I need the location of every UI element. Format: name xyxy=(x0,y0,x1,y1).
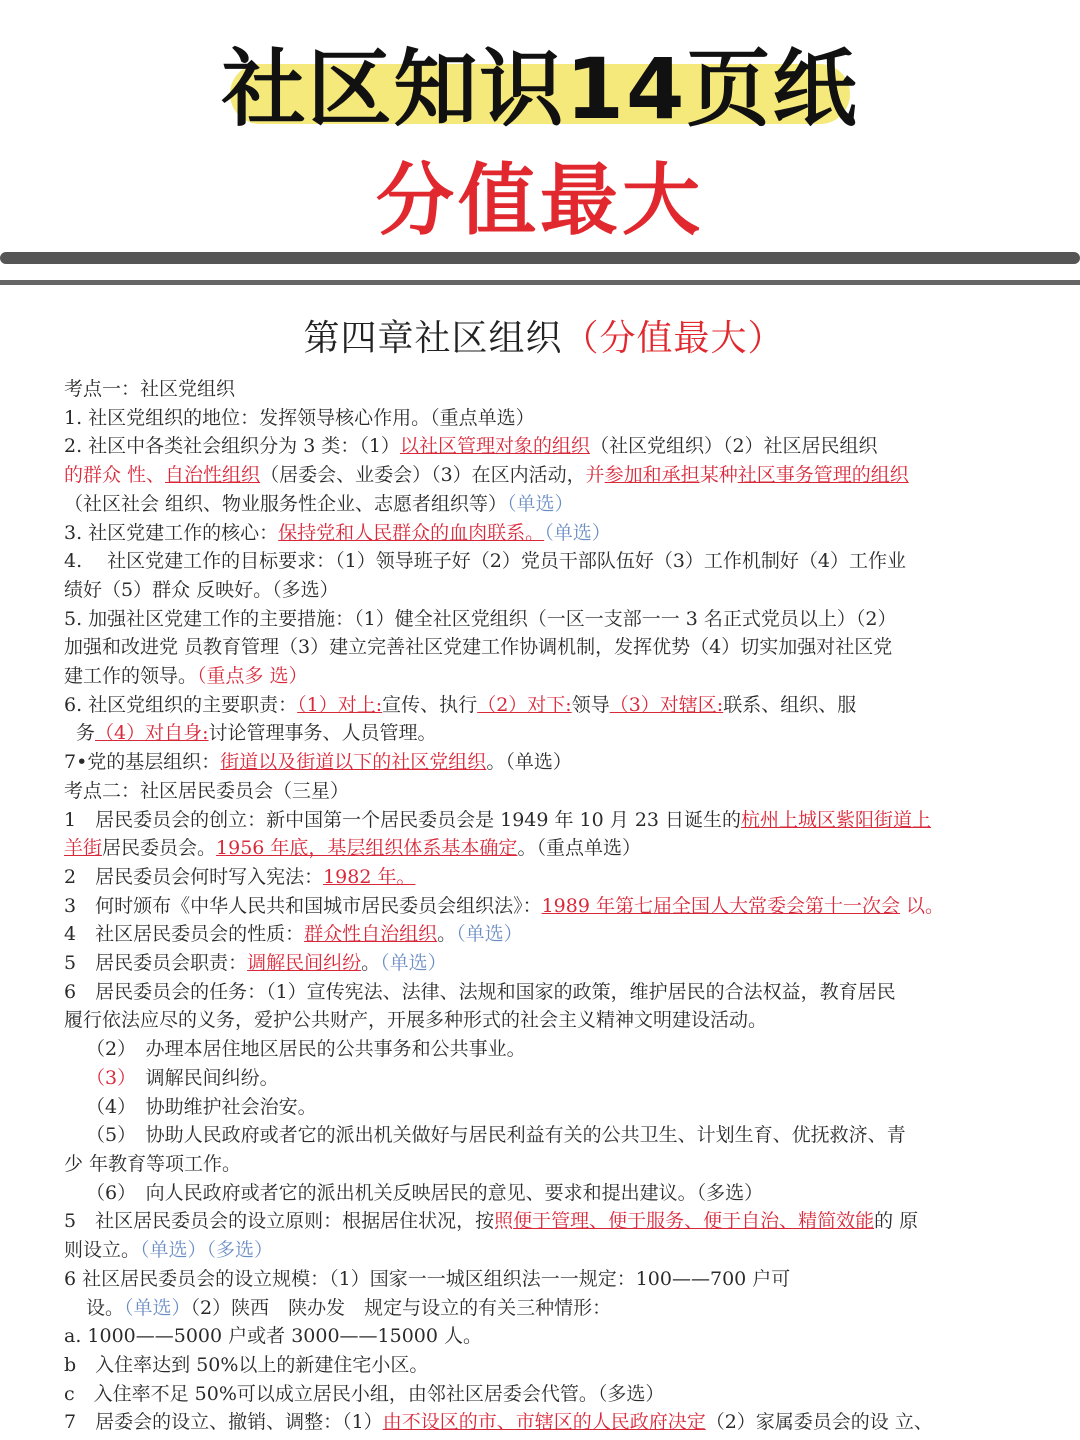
text-segment: 4 社区居民委员会的性质： xyxy=(64,923,305,946)
text-segment: （4）对自身: xyxy=(95,722,209,745)
text-segment: 。（单选） xyxy=(486,751,572,774)
text-line xyxy=(64,834,1024,863)
text-segment: （6） 向人民政府或者它的派出机关反映居民的意见、要求和提出建议。（多选） xyxy=(86,1181,764,1204)
text-segment: （单选） xyxy=(507,492,574,515)
text-line xyxy=(64,605,1024,634)
text-segment: 5 居民委员会职责： xyxy=(64,952,248,975)
text-segment: （单选） xyxy=(380,952,447,975)
text-segment: 社区事务管理的组织 xyxy=(737,464,909,487)
text-segment: 则设立。 xyxy=(64,1239,141,1262)
text-segment: （2）家属委员会的设 立、 xyxy=(705,1411,933,1434)
text-line xyxy=(64,978,1024,1007)
cover-header xyxy=(0,0,1080,290)
text-segment: （单选） xyxy=(456,923,523,946)
text-line xyxy=(64,1064,1024,1093)
text-segment: 街道以及街道以下的社区党组织 xyxy=(220,751,487,774)
text-segment: 宣传、执行 xyxy=(382,693,478,716)
document-page xyxy=(64,310,1024,1437)
divider-line xyxy=(0,280,1080,285)
text-segment: 的 原 xyxy=(874,1210,919,1233)
text-segment: （4） 协助维护社会治安。 xyxy=(86,1095,317,1118)
text-segment: 以社区管理对象的组织 xyxy=(399,435,590,458)
text-segment: a. 1000——5000 户或者 3000——15000 人。 xyxy=(64,1325,483,1348)
text-line xyxy=(64,1294,1024,1323)
text-line xyxy=(64,1265,1024,1294)
text-segment: 讨论管理事务、人员管理。 xyxy=(208,722,437,745)
text-line xyxy=(64,1380,1024,1409)
text-line xyxy=(64,748,1024,777)
text-segment: 某种 xyxy=(699,464,738,487)
text-line xyxy=(64,719,1024,748)
text-segment: 参加和承担 xyxy=(604,464,700,487)
text-segment: 绩好（5）群众 反映好。（多选） xyxy=(64,578,339,601)
text-segment: 。（重点单选） xyxy=(517,837,641,860)
text-segment: 建工作的领导。 xyxy=(64,665,198,688)
text-segment: 1 居民委员会的创立：新中国第一个居民委员会是 1949 年 10 月 23 日诞生的 xyxy=(64,808,742,831)
cover-subtitle: 分值最大 xyxy=(375,156,704,246)
text-segment: （2）陕西 陕办发 规定与设立的有关三种情形： xyxy=(190,1296,612,1319)
text-segment: （社区党组织）（2）社区居民组织 xyxy=(589,435,878,458)
text-segment: 设。 xyxy=(86,1296,125,1319)
text-segment: （重点多 选） xyxy=(197,665,308,688)
text-line xyxy=(64,1207,1024,1236)
text-line xyxy=(64,461,1024,490)
text-segment: 1989 年第七届全国人大常委会第十一次会 xyxy=(541,894,900,917)
text-segment: 。 xyxy=(437,923,457,946)
text-segment: 便于管理、便于服务、便于自治、精简效能 xyxy=(513,1210,875,1233)
document-body xyxy=(64,375,1024,1437)
cover-title: 社区知识14页纸 xyxy=(221,40,859,138)
text-segment: 6 社区居民委员会的设立规模：（1）国家一一城区组织法一一规定：100——700 户可 xyxy=(64,1267,791,1290)
text-line xyxy=(64,490,1024,519)
text-line xyxy=(64,1351,1024,1380)
text-segment: 调解民间纠纷 xyxy=(247,952,362,975)
text-segment: （单选）（多选） xyxy=(140,1239,274,1262)
text-line xyxy=(64,662,1024,691)
text-line xyxy=(64,1006,1024,1035)
text-segment: 群众性自治组织 xyxy=(304,923,438,946)
text-line xyxy=(64,1236,1024,1265)
text-line xyxy=(64,432,1024,461)
text-segment: 加强和改进党 员教育管理（3）建立完善社区党建工作协调机制，发挥优势（4）切实加强对社区党 xyxy=(64,636,893,659)
text-segment: 2. 社区中各类社会组织分为 3 类：（1） xyxy=(64,435,400,458)
text-segment: 6. 社区党组织的主要职责： xyxy=(64,693,298,716)
text-line xyxy=(64,519,1024,548)
text-line xyxy=(64,375,1024,404)
text-segment: （2） 办理本居住地区居民的公共事务和公共事业。 xyxy=(86,1038,526,1061)
text-line xyxy=(64,691,1024,720)
text-segment: （居委会、业委会）（3）在区内活动， xyxy=(260,464,586,487)
text-segment: （单选） xyxy=(124,1296,191,1319)
text-line xyxy=(64,633,1024,662)
text-segment: 7 居委会的设立、撤销、调整：（1） xyxy=(64,1411,383,1434)
text-segment: 2 居民委员会何时写入宪法： xyxy=(64,865,324,888)
text-line xyxy=(64,1093,1024,1122)
text-segment: 自治性组织 xyxy=(165,464,261,487)
text-line xyxy=(64,576,1024,605)
text-segment: （2）对下: xyxy=(477,693,572,716)
text-segment: （1）对上: xyxy=(297,693,383,716)
text-segment: 5 社区居民委员会的设立原则：根据居住状况，按 xyxy=(64,1210,495,1233)
text-segment: 以。 xyxy=(900,894,945,917)
text-segment: （社区社会 组织、物业服务性企业、志愿者组织等） xyxy=(64,492,508,515)
text-line xyxy=(64,404,1024,433)
text-segment: 履行依法应尽的义务，爱护公共财产，开展多种形式的社会主义精神文明建设活动。 xyxy=(64,1009,768,1032)
text-segment: 少 年教育等项工作。 xyxy=(64,1152,242,1175)
text-segment: 1956 年底，基层组织体系基本确定 xyxy=(216,837,518,860)
text-segment: 羊街 xyxy=(64,837,103,860)
text-line xyxy=(64,777,1024,806)
text-segment: 考点二：社区居民委员会（三星） xyxy=(64,779,350,802)
text-line xyxy=(64,1322,1024,1351)
text-line xyxy=(64,863,1024,892)
text-line xyxy=(64,547,1024,576)
text-line xyxy=(64,1179,1024,1208)
text-segment: 1. 社区党组织的地位：发挥领导核心作用。（重点单选） xyxy=(64,406,535,429)
text-segment: 领导 xyxy=(571,693,610,716)
text-segment: 5. 加强社区党建工作的主要措施：（1）健全社区党组织（一区一支部一一 3 名正式党员以上）（2） xyxy=(64,607,897,630)
text-line xyxy=(64,806,1024,835)
text-segment: 联系、组织、服 xyxy=(723,693,857,716)
text-line xyxy=(64,920,1024,949)
chapter-title-text: 第四章社区组织 xyxy=(303,318,563,359)
text-line xyxy=(64,1408,1024,1437)
text-segment: c 入住率不足 50%可以成立居民小组，由邻社区居委会代管。（多选） xyxy=(64,1382,665,1405)
text-segment: 杭州上城区紫阳街道上 xyxy=(741,808,932,831)
text-line xyxy=(64,949,1024,978)
chapter-title xyxy=(64,310,1024,361)
text-segment: 照 xyxy=(494,1210,514,1233)
text-line xyxy=(64,1121,1024,1150)
text-segment: 考点一：社区党组织 xyxy=(64,378,236,400)
text-segment: （5） 协助人民政府或者它的派出机关做好与居民利益有关的公共卫生、计划生育、优抚救济、青 xyxy=(86,1124,906,1147)
text-segment: 3. 社区党建工作的核心： xyxy=(64,521,279,544)
text-segment: 1982 年。 xyxy=(323,865,416,888)
text-segment: （3） xyxy=(86,1066,127,1089)
text-segment: 3 何时颁布《中华人民共和国城市居民委员会组织法》： xyxy=(64,894,542,917)
text-segment: 的群众 性、 xyxy=(64,464,166,487)
text-segment: 。 xyxy=(361,952,381,975)
text-segment: 保持党和人民群众的血肉联系。 xyxy=(278,521,545,544)
text-segment: （3）对辖区: xyxy=(609,693,724,716)
text-segment: （单选） xyxy=(544,521,611,544)
text-segment: 居民委员会。 xyxy=(102,837,217,860)
divider-bar xyxy=(0,252,1080,264)
text-line xyxy=(64,1035,1024,1064)
chapter-title-suffix: （分值最大） xyxy=(562,318,785,359)
text-segment: 由不设区的市、市辖区的人民政府决定 xyxy=(382,1411,706,1434)
text-segment: 6 居民委员会的任务：（1）宣传宪法、法律、法规和国家的政策，维护居民的合法权益，教育居民 xyxy=(64,980,896,1003)
text-segment: 并 xyxy=(585,464,605,487)
text-line xyxy=(64,892,1024,921)
text-segment: 务 xyxy=(76,722,96,745)
text-segment: 7•党的基层组织： xyxy=(64,751,221,774)
text-line xyxy=(64,1150,1024,1179)
text-segment: b 入住率达到 50%以上的新建住宅小区。 xyxy=(64,1353,429,1376)
text-segment: 调解民间纠纷。 xyxy=(126,1066,279,1089)
text-segment: 4. 社区党建工作的目标要求：（1）领导班子好（2）党员干部队伍好（3）工作机制好（4）工作业 xyxy=(64,550,907,573)
